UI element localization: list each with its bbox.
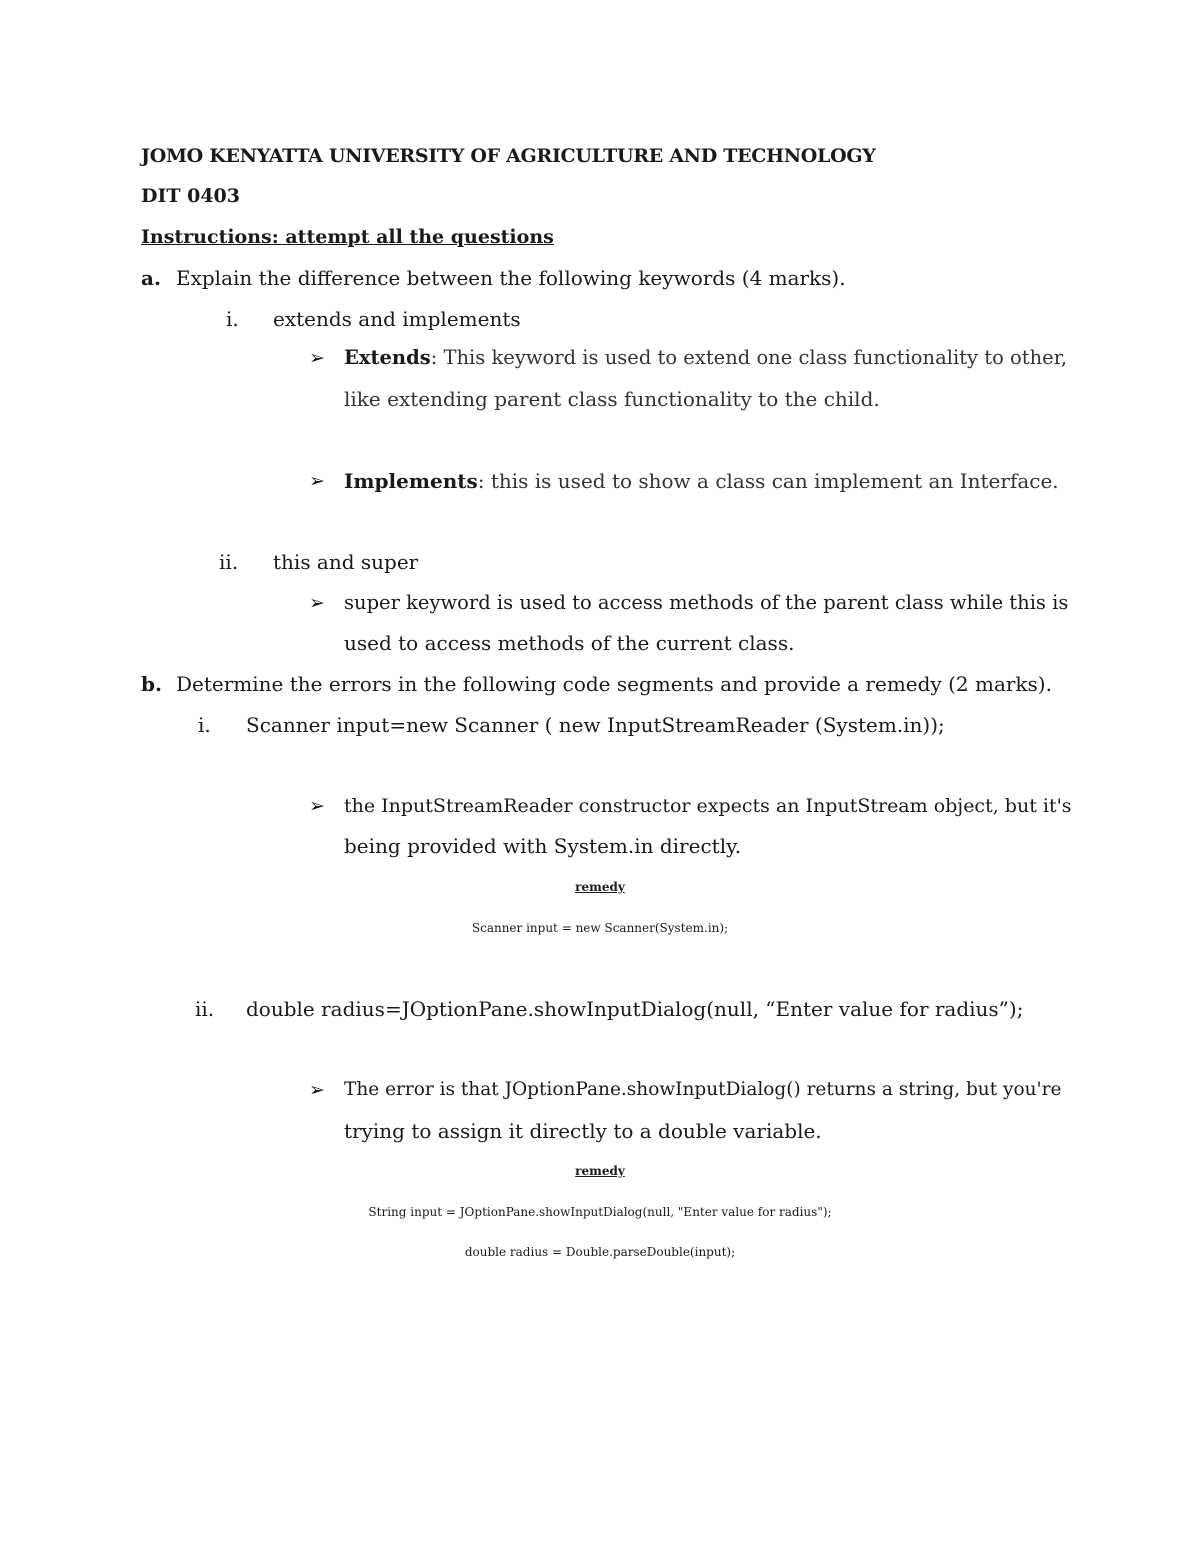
item-a-ii-number: ii. [219, 550, 239, 574]
remedy-label: remedy [575, 880, 625, 894]
item-a-ii-title: this and super [273, 550, 419, 574]
question-b-text: Determine the errors in the following code segments and provide a remedy (2 marks). [176, 672, 1052, 696]
item-a-i-title: extends and implements [273, 307, 521, 331]
question-a-text: Explain the difference between the following keywords (4 marks). [176, 266, 846, 290]
answer-b-i: the InputStreamReader constructor expects an InputStream object, but it's [344, 795, 1072, 817]
answer-extends [344, 345, 1067, 371]
instructions: Instructions: attempt all the questions [141, 226, 554, 248]
code-b-ii: double radius=JOptionPane.showInputDialog(null, “Enter value for radius”); [246, 997, 1024, 1021]
answer-b-ii: The error is that JOptionPane.showInputDialog() returns a string, but you're [344, 1079, 1062, 1100]
item-b-ii-number: ii. [195, 997, 215, 1021]
remedy-b-ii-line-2: double radius = Double.parseDouble(input); [464, 1245, 736, 1259]
item-a-i-number: i. [226, 307, 239, 331]
answer-extends-text: : This keyword is used to extend one class functionality to other, [430, 346, 1068, 369]
arrow-bullet-icon: ➢ [309, 592, 325, 614]
code-b-i: Scanner input=new Scanner ( new InputStreamReader (System.in)); [246, 713, 945, 737]
item-b-i-number: i. [198, 713, 211, 737]
remedy-label: remedy [575, 1164, 625, 1178]
answer-implements [344, 468, 1059, 494]
answer-implements-text: : this is used to show a class can implement an Interface. [477, 469, 1059, 493]
answer-b-ii-cont: trying to assign it directly to a double variable. [344, 1119, 822, 1143]
arrow-bullet-icon: ➢ [309, 347, 325, 369]
term-implements: Implements [344, 469, 478, 493]
question-a-marker: a. [141, 266, 161, 290]
answer-this-super-cont: used to access methods of the current class. [344, 631, 795, 655]
answer-b-i-cont: being provided with System.in directly. [344, 834, 742, 858]
answer-this-super: super keyword is used to access methods of the parent class while this is [344, 591, 1069, 614]
term-extends: Extends [344, 346, 431, 369]
question-b-marker: b. [141, 672, 162, 696]
remedy-b-ii-line-1: String input = JOptionPane.showInputDialog(null, "Enter value for radius"); [368, 1205, 832, 1219]
arrow-bullet-icon: ➢ [309, 795, 325, 817]
university-title: JOMO KENYATTA UNIVERSITY OF AGRICULTURE AND TECHNOLOGY [141, 145, 876, 167]
arrow-bullet-icon: ➢ [309, 1079, 325, 1101]
answer-extends-cont: like extending parent class functionality to the child. [344, 387, 880, 411]
course-code: DIT 0403 [141, 185, 240, 207]
arrow-bullet-icon: ➢ [309, 470, 325, 492]
remedy-b-i-line: Scanner input = new Scanner(System.in); [471, 921, 729, 935]
